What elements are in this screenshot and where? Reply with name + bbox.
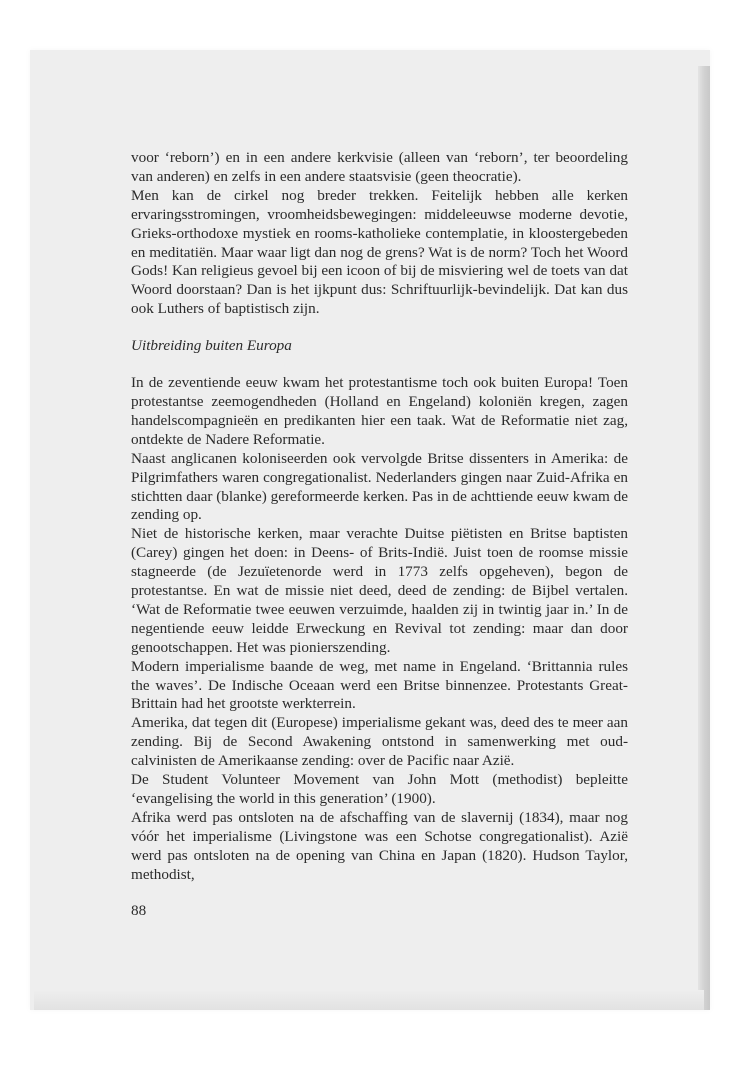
paragraph-8: De Student Volunteer Movement van John Mott (methodist) bepleitte ‘evangelising the world in this generation’ (1900). [131, 771, 628, 807]
paragraph-9: Afrika werd pas ontsloten na de afschaffing van de slavernij (1834), maar nog vóór het imperialisme (Livingstone was een Schotse congregationalist). Azië werd pas ontsloten na de opening van China en Japan (1820). Hudson Taylor, methodist, [131, 808, 628, 883]
page-number: 88 [131, 902, 147, 919]
section-heading: Uitbreiding buiten Europa [131, 337, 292, 355]
paragraph-4: Naast anglicanen koloniseerden ook vervolgde Britse dissenters in Amerika: de Pilgrimfathers waren congregationalist. Nederlanders gingen naar Zuid-Afrika en stichtten daar (blanke) gereformeerde kerken. Pas in de achttiende eeuw kwam de zending op. [131, 449, 628, 524]
paragraph-3: In de zeventiende eeuw kwam het protestantisme toch ook buiten Europa! Toen protestantse zeemogendheden (Holland en Engeland) koloniën kregen, zagen handelscompagnieën en predikanten hier een taak. Wat de Reformatie niet zag, ontdekte de Nadere Reformatie. [131, 374, 628, 448]
page-bottom-edge [34, 990, 704, 1010]
paragraph-2: Men kan de cirkel nog breder trekken. Feitelijk hebben alle kerken ervaringsstromingen, vroomheidsbewegingen: middeleeuwse moderne devotie, Grieks-orthodoxe mystiek en rooms-katholieke contemplatie, in kloostergebeden en meditatiën. Maar waar ligt dan nog de grens? Wat is de norm? Toch het Woord Gods! Kan religieus gevoel bij een icoon of bij de misviering wel de toets van dat Woord doorstaan? Dan is het ijkpunt dus: Schriftuurlijk-bevindelijk. Dat kan dus ook Luthers of baptistisch zijn. [131, 186, 628, 318]
paragraph-1: voor ‘reborn’) en in een andere kerkvisie (alleen van ‘reborn’, ter beoordeling van anderen) en zelfs in een andere staatsvisie (geen theocratie). [131, 149, 628, 185]
page-body-text [131, 149, 628, 885]
paragraph-7: Amerika, dat tegen dit (Europese) imperialisme gekant was, deed des te meer aan zending. Bij de Second Awakening ontstond in samenwerking met oud-calvinisten de Amerikaanse zending: over de Pacific naar Azië. [131, 714, 628, 770]
paragraph-6: Modern imperialisme baande de weg, met name in Engeland. ‘Brittannia rules the waves’. De Indische Oceaan werd een Britse binnenzee. Protestants Great-Brittain had het grootste werkterrein. [131, 657, 628, 713]
paragraph-5: Niet de historische kerken, maar verachte Duitse piëtisten en Britse baptisten (Carey) gingen het doen: in Deens- of Brits-Indië. Juist toen de roomse missie stagneerde (de Jezuïetenorde werd in 1773 zelfs opgeheven), begon de protestantse. En wat de missie niet deed, deed de zending: de Bijbel vertalen. ‘Wat de Reformatie twee eeuwen verzuimde, haalden zij in twintig jaar in.’ In de negentiende eeuw leidde Erweckung en Revival tot zending: maar dan door genootschappen. Het was pionierszending. [131, 525, 628, 656]
page-edge-shadow [698, 66, 710, 1010]
